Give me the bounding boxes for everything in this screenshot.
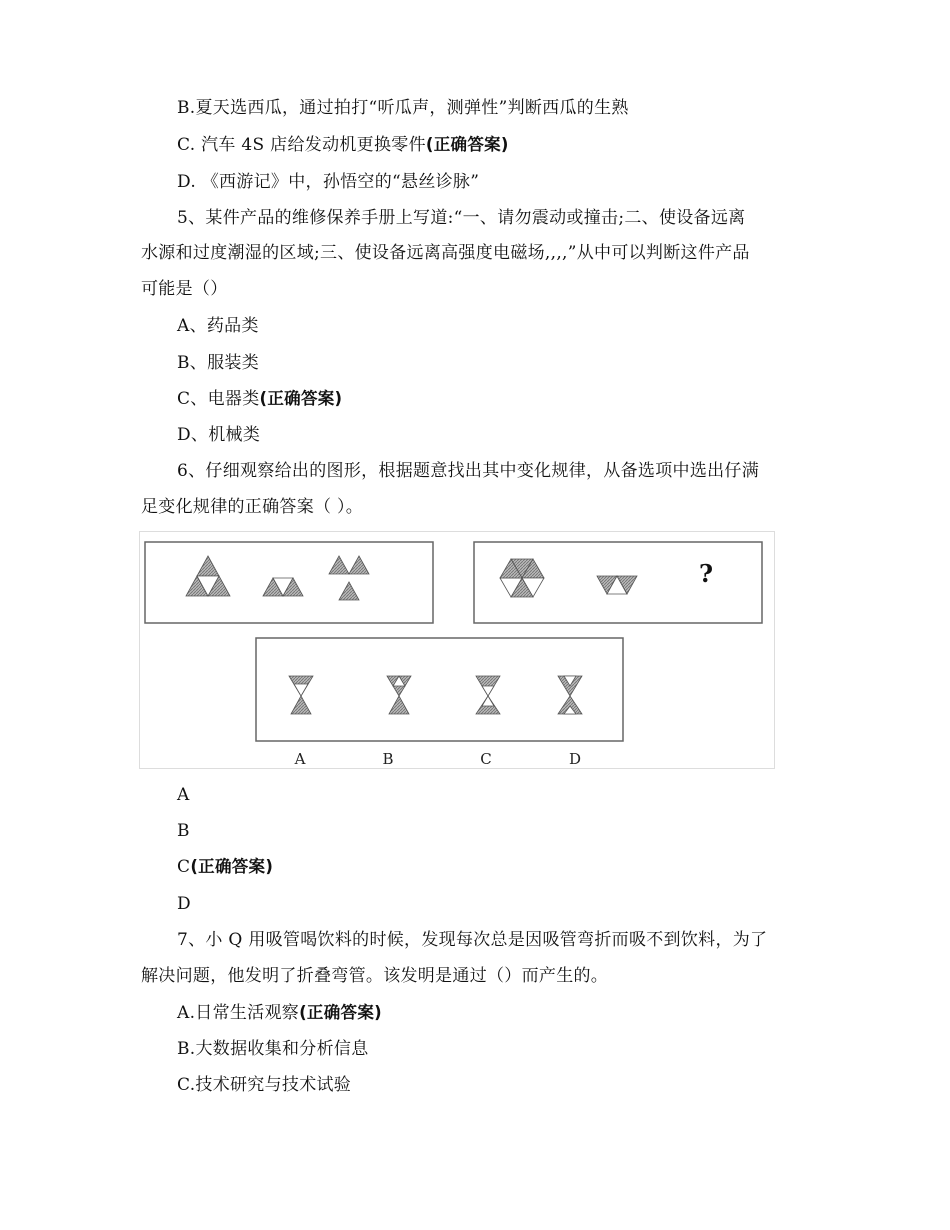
q7-stem-line-2: 解决问题，他发明了折叠弯管。该发明是通过（）而产生的。 <box>141 966 609 986</box>
shape-triangle-cluster <box>186 556 230 596</box>
q7-option-c: C.技术研究与技术试验 <box>177 1075 352 1095</box>
shape-inverted-trapezoid <box>597 576 637 594</box>
q6-option-d: D <box>177 894 191 914</box>
correct-answer-mark: (正确答案) <box>299 1003 382 1022</box>
q5-stem-line-2: 水源和过度潮湿的区域;三、使设备远离高强度电磁场,,,,”从中可以判断这件产品 <box>141 243 750 263</box>
q5-option-c: C、电器类(正确答案) <box>177 389 343 409</box>
q5-option-d: D、机械类 <box>177 425 261 445</box>
shape-three-triangles <box>329 556 369 600</box>
q5-stem-line-3: 可能是（） <box>141 279 228 299</box>
q5-option-a: A、药品类 <box>177 316 259 336</box>
q6-option-b: B <box>177 821 190 841</box>
correct-answer-mark: (正确答案) <box>190 857 274 876</box>
q6-stem-line-2: 足变化规律的正确答案（ ）。 <box>141 497 364 517</box>
choice-label-a: A <box>294 750 306 768</box>
q5-option-b: B、服装类 <box>177 353 259 373</box>
q7-stem-line-1: 7、小 Q 用吸管喝饮料的时候，发现每次总是因吸管弯折而吸不到饮料，为了 <box>177 930 768 950</box>
q5-stem-line-1: 5、某件产品的维修保养手册上写道:“一、请勿震动或撞击;二、使设备远离 <box>177 208 746 228</box>
q6-option-a: A <box>177 785 190 805</box>
figure-border <box>140 532 775 769</box>
choice-b-shape <box>387 676 411 714</box>
choice-d-shape <box>558 676 582 714</box>
shape-hexagon <box>500 559 544 597</box>
q4-option-d: D. 《西游记》中，孙悟空的“悬丝诊脉” <box>177 172 480 192</box>
q4-option-c: C. 汽车 4S 店给发动机更换零件(正确答案) <box>177 135 509 155</box>
choice-label-d: D <box>568 750 582 768</box>
q6-option-c: C(正确答案) <box>177 857 274 877</box>
choice-a-shape <box>289 676 313 714</box>
q6-pattern-figure <box>139 531 775 769</box>
choice-label-c: C <box>480 750 492 768</box>
shape-trapezoid-triangles <box>263 578 303 596</box>
choice-label-b: B <box>382 750 394 768</box>
q7-option-a: A.日常生活观察(正确答案) <box>177 1003 382 1023</box>
q4-option-b: B.夏天选西瓜，通过拍打“听瓜声，测弹性”判断西瓜的生熟 <box>177 98 629 118</box>
q6-stem-line-1: 6、仔细观察给出的图形，根据题意找出其中变化规律，从备选项中选出仔满 <box>177 461 760 481</box>
choice-c-shape <box>476 676 500 714</box>
correct-answer-mark: (正确答案) <box>425 135 509 154</box>
q7-option-b: B.大数据收集和分析信息 <box>177 1039 369 1059</box>
correct-answer-mark: (正确答案) <box>259 389 343 408</box>
question-mark: ? <box>698 559 714 588</box>
